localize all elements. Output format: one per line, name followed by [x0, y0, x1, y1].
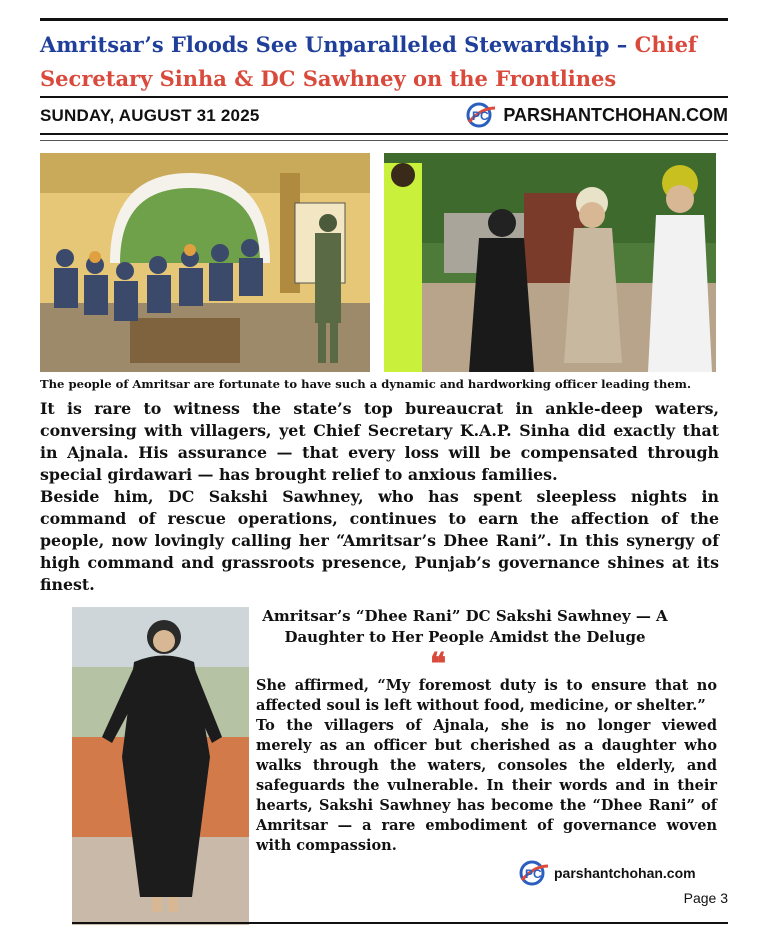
footer-brand[interactable]	[516, 860, 696, 886]
photo-dc-illustration	[72, 607, 249, 925]
headline-red-part: Chief Secretary Sinha & DC Sawhney on the Frontlines	[40, 32, 697, 91]
footer-site[interactable]: parshantchohan.com	[554, 865, 696, 881]
header-rule-bottom	[40, 133, 728, 135]
photo-meeting	[40, 153, 370, 372]
brand-header[interactable]	[463, 102, 728, 128]
section-subhead: Amritsar’s “Dhee Rani” DC Sakshi Sawhney — A Daughter to Her People Amidst the Deluge	[262, 607, 668, 646]
page-number: Page 3	[683, 890, 728, 906]
photo-dc-raincoat	[72, 607, 249, 925]
photo-meeting-illustration	[40, 153, 370, 372]
photo-caption: The people of Amritsar are fortunate to have such a dynamic and hardworking officer leading them.	[40, 377, 691, 391]
footer-rule	[72, 922, 728, 924]
photo-villagers	[384, 153, 716, 372]
headline-blue-part: Amritsar’s Floods See Unparalleled Stewardship –	[40, 32, 635, 57]
brand-logo-letters: PC	[472, 109, 489, 123]
footer-logo-letters: PC	[525, 867, 542, 881]
header-rule-top	[40, 96, 728, 98]
photo-villagers-illustration	[384, 153, 716, 372]
footer-logo-icon	[516, 860, 552, 886]
quote-paragraph-2: To the villagers of Ajnala, she is no longer viewed merely as an officer but cherished as a daughter who walks through the waters, consoles the elderly, and safeguards the vulnerable. In their words and in their hearts, Sakshi Sawhney has become the “Dhee Rani” of Amritsar — a rare embodiment of governance woven with compassion.	[256, 717, 717, 854]
dateline: SUNDAY, AUGUST 31 2025	[40, 106, 260, 125]
article-body	[40, 398, 719, 596]
headline	[40, 28, 730, 96]
quote-mark-icon: ❝	[430, 647, 447, 682]
brand-name[interactable]: PARSHANTCHOHAN.COM	[503, 104, 728, 125]
quote-body	[256, 676, 717, 856]
brand-logo-icon	[463, 102, 499, 128]
header-rule-thin	[40, 140, 728, 141]
article-paragraph-1: It is rare to witness the state’s top bureaucrat in ankle-deep waters, conversing with villagers, yet Chief Secretary K.A.P. Sinha did exactly that in Ajnala. His assurance — that every loss will be compensated through special girdawari — has brought relief to anxious families.	[40, 399, 719, 484]
article-paragraph-2: Beside him, DC Sakshi Sawhney, who has spent sleepless nights in command of rescue operations, continues to earn the affection of the people, now lovingly calling her “Amritsar’s Dhee Rani”. In this synergy of high command and grassroots presence, Punjab’s governance shines at its finest.	[40, 487, 719, 594]
quote-paragraph-1: She affirmed, “My foremost duty is to ensure that no affected soul is left without food, medicine, or shelter.”	[256, 677, 717, 714]
top-rule	[40, 18, 728, 21]
